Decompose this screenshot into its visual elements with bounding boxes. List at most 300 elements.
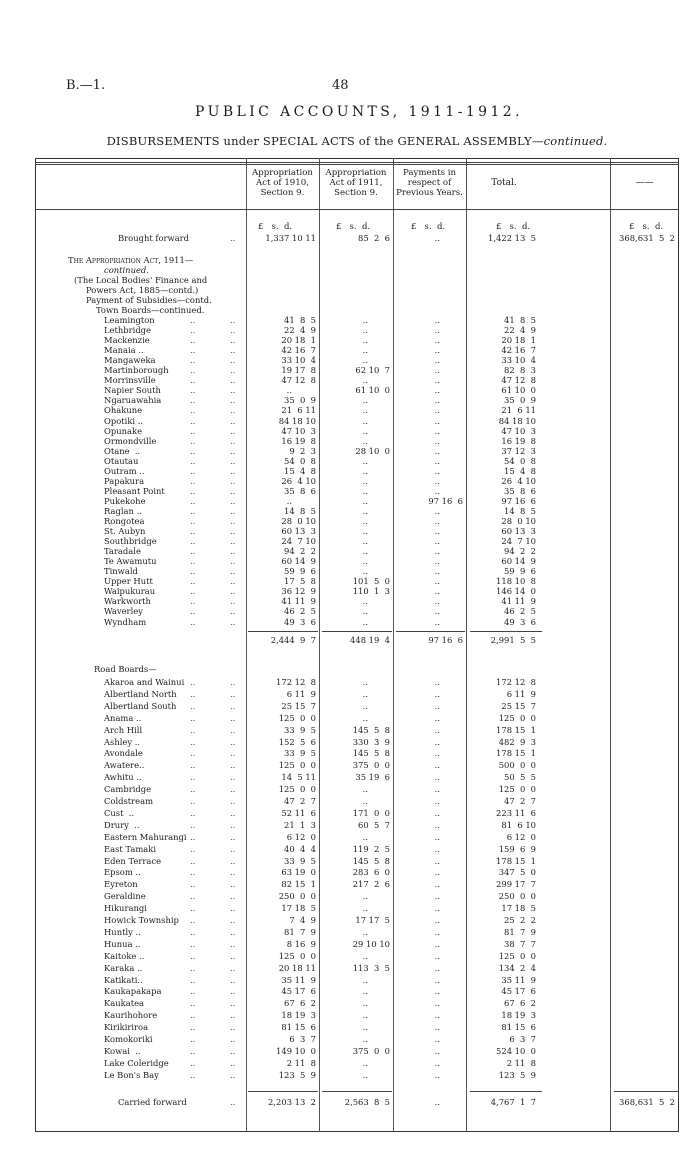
sub-act-title: Powers Act, 1885—contd.) (86, 285, 199, 295)
lsd-head: £ s. d. (258, 222, 293, 232)
leader-dots: .. (190, 1022, 196, 1033)
amount-1910: 81 15 6 (281, 1022, 316, 1033)
table-row (0, 879, 700, 889)
leader-dots: .. (190, 807, 196, 818)
amount-previous: .. (434, 831, 440, 842)
amount-1911: .. (362, 475, 368, 486)
amount-1911: .. (362, 505, 368, 516)
amount-total: 24 7 10 (501, 536, 536, 547)
amount-1910: 35 11 9 (281, 974, 316, 985)
leader-dots: .. (190, 724, 196, 735)
board-name: Kowai .. (104, 1045, 141, 1056)
amount-1910: 84 18 10 (278, 415, 316, 426)
leader-dots: .. (230, 475, 236, 486)
amount-previous: .. (434, 784, 440, 795)
amount-total: 21 6 11 (501, 405, 536, 416)
amount-previous: .. (434, 233, 440, 243)
table-row (0, 556, 700, 566)
amount-1910: 25 15 7 (281, 700, 316, 711)
leader-dots: .. (190, 736, 196, 747)
amount-total: 60 14 9 (501, 556, 536, 567)
amount-1910: 46 2 5 (284, 606, 316, 617)
amount-1910: 172 12 8 (276, 677, 316, 687)
col-head-total: Total. (491, 178, 517, 188)
board-name: East Tamaki (104, 843, 157, 854)
amount-total: 25 2 2 (504, 915, 536, 925)
amount-total: 47 12 8 (501, 375, 536, 386)
board-name: Karaka .. (104, 962, 143, 973)
leader-dots: .. (230, 915, 236, 925)
amount-1911: 145 5 8 (352, 748, 390, 759)
subtitle-continued: continued. (543, 134, 608, 148)
leader-dots: .. (190, 831, 196, 842)
amount-previous: .. (434, 445, 440, 456)
amount-1911: .. (362, 395, 368, 406)
table-row (0, 365, 700, 375)
leader-dots: .. (190, 485, 196, 496)
leader-dots: .. (190, 526, 196, 537)
table-row (0, 416, 700, 426)
amount-1911: 119 2 5 (352, 843, 390, 854)
amount-previous: .. (434, 425, 440, 436)
table-row (0, 315, 700, 325)
amount-total: 22 4 9 (504, 325, 536, 336)
leader-dots: .. (190, 926, 196, 937)
sub-act-title: (The Local Bodies' Finance and (74, 275, 208, 285)
table-row (0, 772, 700, 782)
table-row (0, 446, 700, 456)
leader-dots: .. (230, 867, 236, 878)
leader-dots: .. (230, 485, 236, 496)
amount-1910: 19 17 8 (281, 365, 316, 376)
amount-1910: 42 16 7 (281, 345, 316, 356)
leader-dots: .. (190, 586, 196, 597)
amount-previous: .. (434, 616, 440, 627)
amount-total: 54 0 8 (504, 455, 536, 466)
board-name: Opotiki .. (104, 415, 144, 426)
amount-previous: .. (434, 315, 440, 325)
board-name: Awatere.. (104, 760, 145, 771)
amount-previous: .. (434, 385, 440, 396)
board-name: St. Aubyn (104, 526, 146, 537)
leader-dots: .. (230, 1069, 236, 1080)
amount-1911: 2,563 8 5 (344, 1097, 390, 1107)
board-name: Albertland North (104, 688, 177, 699)
section-heading (0, 295, 700, 305)
leader-dots: .. (230, 1097, 236, 1107)
leader-dots: .. (190, 465, 196, 476)
amount-previous: .. (434, 345, 440, 356)
amount-total: 81 7 9 (504, 926, 536, 937)
amount-1910: 20 18 1 (281, 335, 316, 346)
amount-previous: .. (434, 807, 440, 818)
table-row (0, 760, 700, 770)
board-name: Upper Hutt (104, 576, 153, 587)
board-name: Albertland South (104, 700, 177, 711)
amount-1910: 123 5 9 (278, 1069, 316, 1080)
table-row (0, 796, 700, 806)
board-name: Ormondville (104, 435, 157, 446)
leader-dots: .. (190, 974, 196, 985)
amount-total: 178 15 1 (496, 724, 536, 735)
amount-total: 25 15 7 (501, 700, 536, 711)
amount-1911: .. (362, 536, 368, 547)
amount-previous: .. (434, 485, 440, 496)
amount-1910: 17 5 8 (284, 576, 316, 587)
amount-1910: 14 8 5 (284, 505, 316, 516)
board-name: Tinwald (104, 566, 138, 577)
board-name: Coldstream (104, 796, 154, 806)
amount-previous: .. (434, 760, 440, 771)
table-row (0, 405, 700, 415)
amount-1910: 2 11 8 (286, 1057, 316, 1068)
leader-dots: .. (190, 760, 196, 771)
lsd-head: £ s. d. (629, 222, 664, 232)
amount-1911: .. (362, 495, 368, 506)
amount-previous: .. (434, 405, 440, 416)
board-name: Lethbridge (104, 325, 151, 336)
leader-dots: .. (230, 962, 236, 973)
page-title: PUBLIC ACCOUNTS, 1911-1912. (195, 104, 523, 120)
amount-total: 18 19 3 (501, 1010, 536, 1021)
amount-1911: .. (362, 1057, 368, 1068)
board-name: Epsom .. (104, 867, 141, 878)
table-row (0, 496, 700, 506)
table-row (0, 606, 700, 616)
amount-previous: 97 16 6 (428, 495, 463, 506)
amount-total: 125 0 0 (498, 950, 536, 961)
leader-dots: .. (230, 556, 236, 567)
table-row (0, 951, 700, 961)
leader-dots: .. (230, 748, 236, 759)
sum-rule (248, 631, 318, 632)
leader-dots: .. (230, 926, 236, 937)
page-subtitle (0, 134, 700, 148)
brought-forward-row (0, 233, 700, 243)
leader-dots: .. (230, 1045, 236, 1056)
lsd-head: £ s. d. (496, 222, 531, 232)
amount-1910: 33 10 4 (281, 355, 316, 366)
leader-dots: .. (230, 1022, 236, 1033)
table-row (0, 335, 700, 345)
leader-dots: .. (230, 505, 236, 516)
leader-dots: .. (190, 986, 196, 997)
amount-1910: 17 18 5 (281, 903, 316, 914)
table-row (0, 975, 700, 985)
leader-dots: .. (190, 516, 196, 526)
amount-1910: 49 3 6 (284, 616, 316, 627)
board-name: Komokoriki (104, 1034, 153, 1044)
amount-1910: 9 2 3 (289, 445, 316, 456)
board-name: Papakura (104, 475, 145, 486)
table-row (0, 963, 700, 973)
leader-dots: .. (230, 736, 236, 747)
amount-1911: .. (362, 315, 368, 325)
leader-dots: .. (190, 688, 196, 699)
amount-1910: 82 15 1 (281, 879, 316, 890)
board-name: Kaitoke .. (104, 950, 145, 961)
col-head-line: Appropriation (325, 168, 387, 178)
amount-previous: .. (434, 926, 440, 937)
table-row (0, 1022, 700, 1032)
amount-total: 134 2 4 (498, 962, 536, 973)
leader-dots: .. (230, 415, 236, 426)
amount-total: 41 11 9 (501, 596, 536, 607)
amount-previous: .. (434, 325, 440, 336)
leader-dots: .. (230, 465, 236, 476)
leader-dots: .. (230, 712, 236, 723)
amount-1911: 330 3 9 (352, 736, 390, 747)
amount-total: 178 15 1 (496, 748, 536, 759)
amount-previous: .. (434, 843, 440, 854)
amount-1911: 62 10 7 (355, 365, 390, 376)
table-row (0, 385, 700, 395)
leader-dots: .. (230, 998, 236, 1009)
amount-1910: 125 0 0 (278, 950, 316, 961)
board-name: Rongotea (104, 516, 145, 526)
leader-dots: .. (190, 345, 196, 356)
amount-total: 223 11 6 (496, 807, 536, 818)
amount-previous: .. (434, 891, 440, 902)
table-row (0, 713, 700, 723)
amount-1910: 47 2 7 (284, 796, 316, 806)
col-head-line: Appropriation (252, 168, 313, 178)
board-name: Pleasant Point (104, 485, 165, 496)
header-rule-bottom (35, 209, 679, 210)
amount-total: 15 4 8 (504, 465, 536, 476)
amount-1910: 6 11 9 (286, 688, 316, 699)
leader-dots: .. (230, 807, 236, 818)
amount-1910: 36 12 9 (281, 586, 316, 597)
amount-total: 67 6 2 (504, 998, 536, 1009)
amount-1911: .. (362, 1034, 368, 1044)
table-row (0, 737, 700, 747)
board-name: Ashley .. (104, 736, 141, 747)
board-name: Raglan .. (104, 505, 142, 516)
act-title: The Appropriation Act, 1911— (68, 255, 194, 265)
sum-rule (248, 1091, 318, 1092)
lsd-head: £ s. d. (336, 222, 371, 232)
sum-rule (470, 631, 542, 632)
amount-total: 125 0 0 (498, 712, 536, 723)
table-row (0, 1046, 700, 1056)
amount-previous: .. (434, 576, 440, 587)
sum-rule (614, 1091, 678, 1092)
leader-dots: .. (190, 495, 196, 506)
amount-1910: 2,203 13 2 (268, 1097, 316, 1107)
amount-total: 14 8 5 (504, 505, 536, 516)
amount-1911: .. (362, 465, 368, 476)
table-row (0, 820, 700, 830)
sum-rule (322, 631, 392, 632)
carried-forward-label: Carried forward (118, 1097, 187, 1107)
leader-dots: .. (230, 1034, 236, 1044)
table-row (0, 395, 700, 405)
leader-dots: .. (230, 445, 236, 456)
amount-1911: .. (362, 998, 368, 1009)
amount-previous: .. (434, 526, 440, 537)
board-name: Mangaweka (104, 355, 156, 366)
leader-dots: .. (190, 435, 196, 446)
amount-1911: .. (362, 1010, 368, 1021)
amount-1911: .. (362, 455, 368, 466)
amount-1911: 60 5 7 (358, 819, 390, 830)
amount-1910: 45 17 6 (281, 986, 316, 997)
board-name: Drury .. (104, 819, 140, 830)
amount-total: 49 3 6 (504, 616, 536, 627)
leader-dots: .. (230, 405, 236, 416)
amount-1911: 448 19 4 (350, 635, 390, 645)
leader-dots: .. (190, 546, 196, 557)
amount-previous: .. (434, 536, 440, 547)
amount-1911: 29 10 10 (352, 938, 390, 949)
board-name: Akaroa and Wainui (104, 677, 185, 687)
board-name: Geraldine (104, 891, 146, 902)
amount-1911: 171 0 0 (352, 807, 390, 818)
amount-total: 482 9 3 (498, 736, 536, 747)
leader-dots: .. (230, 596, 236, 607)
leader-dots: .. (230, 435, 236, 446)
leader-dots: .. (230, 688, 236, 699)
amount-total: 118 10 8 (496, 576, 536, 587)
amount-previous: .. (434, 938, 440, 949)
amount-1911: .. (362, 526, 368, 537)
amount-1911: .. (362, 566, 368, 577)
board-name: Avondale (104, 748, 143, 759)
payment-heading: Payment of Subsidies—contd. (86, 295, 212, 305)
board-name: Eastern Mahurangi (104, 831, 187, 842)
document-code: B.—1. (66, 78, 106, 93)
board-name: Kaukapakapa (104, 986, 162, 997)
board-name: Wyndham (104, 616, 147, 627)
amount-previous: .. (434, 375, 440, 386)
table-row (0, 536, 700, 546)
col-head-line: Act of 1911, (329, 178, 383, 188)
amount-previous: .. (434, 712, 440, 723)
board-name: Waverley (104, 606, 143, 617)
amount-previous: .. (434, 395, 440, 406)
leader-dots: .. (190, 700, 196, 711)
amount-previous: .. (434, 435, 440, 446)
leader-dots: .. (190, 855, 196, 866)
amount-previous: .. (434, 596, 440, 607)
amount-previous: .. (434, 867, 440, 878)
board-name: Katikati.. (104, 974, 143, 985)
board-name: Waipukurau (104, 586, 156, 597)
leader-dots: .. (190, 596, 196, 607)
table-row (0, 576, 700, 586)
leader-dots: .. (190, 556, 196, 567)
amount-1911: .. (362, 986, 368, 997)
leader-dots: .. (230, 843, 236, 854)
amount-previous: .. (434, 986, 440, 997)
leader-dots: .. (230, 586, 236, 597)
amount-previous: .. (434, 677, 440, 687)
col-head-previous (393, 168, 466, 198)
amount-1910: 54 0 8 (284, 455, 316, 466)
amount-1910: 33 9 5 (284, 724, 316, 735)
leader-dots: .. (230, 345, 236, 356)
amount-1911: 101 5 0 (352, 576, 390, 587)
page-number: 48 (332, 78, 349, 93)
sum-rule (322, 1091, 392, 1092)
amount-previous: .. (434, 998, 440, 1009)
table-row (0, 325, 700, 335)
board-name: Southbridge (104, 536, 157, 547)
table-row (0, 1010, 700, 1020)
amount-1911: .. (362, 1069, 368, 1080)
leader-dots: .. (230, 724, 236, 735)
leader-dots: .. (230, 233, 236, 243)
leader-dots: .. (230, 938, 236, 949)
amount-1910: 67 6 2 (284, 998, 316, 1009)
leader-dots: .. (190, 796, 196, 806)
table-row (0, 808, 700, 818)
amount-total: 17 18 5 (501, 903, 536, 914)
leader-dots: .. (230, 325, 236, 336)
leader-dots: .. (190, 375, 196, 386)
amount-1911: 17 17 5 (355, 915, 390, 925)
town-boards-total-row (0, 635, 700, 645)
leader-dots: .. (190, 962, 196, 973)
board-name: Opunake (104, 425, 143, 436)
amount-1910: 60 14 9 (281, 556, 316, 567)
leader-dots: .. (190, 1034, 196, 1044)
amount-1911: .. (362, 415, 368, 426)
amount-previous: .. (434, 1034, 440, 1044)
amount-1911: 145 5 8 (352, 855, 390, 866)
amount-total: 46 2 5 (504, 606, 536, 617)
board-name: Ngaruawahia (104, 395, 162, 406)
leader-dots: .. (190, 395, 196, 406)
amount-1911: .. (362, 950, 368, 961)
amount-previous: .. (434, 546, 440, 557)
leader-dots: .. (190, 1045, 196, 1056)
amount-1911: .. (362, 784, 368, 795)
section-heading (0, 255, 700, 265)
amount-1910: 47 10 3 (281, 425, 316, 436)
amount-1911: 35 19 6 (355, 772, 390, 783)
brought-forward-label: Brought forward (118, 233, 190, 243)
table-row (0, 915, 700, 925)
board-name: Leamington (104, 315, 155, 325)
table-row (0, 375, 700, 385)
amount-1911: .. (362, 405, 368, 416)
table-row (0, 689, 700, 699)
leader-dots: .. (190, 1069, 196, 1080)
leader-dots: .. (190, 505, 196, 516)
amount-total: 60 13 3 (501, 526, 536, 537)
amount-total: 61 10 0 (501, 385, 536, 396)
table-row (0, 486, 700, 496)
leader-dots: .. (190, 335, 196, 346)
leader-dots: .. (230, 546, 236, 557)
amount-previous: .. (434, 974, 440, 985)
table-row (0, 844, 700, 854)
leader-dots: .. (230, 335, 236, 346)
amount-previous: .. (434, 586, 440, 597)
amount-previous: .. (434, 1069, 440, 1080)
amount-previous: .. (434, 415, 440, 426)
board-name: Outram .. (104, 465, 145, 476)
amount-total: 524 10 0 (496, 1045, 536, 1056)
amount-1910: 28 0 10 (281, 516, 316, 526)
amount-previous: .. (434, 903, 440, 914)
amount-1910: 6 12 0 (286, 831, 316, 842)
amount-total: 1,422 13 5 (488, 233, 536, 243)
amount-1911: .. (362, 435, 368, 446)
col-head-last: —— (635, 178, 654, 188)
